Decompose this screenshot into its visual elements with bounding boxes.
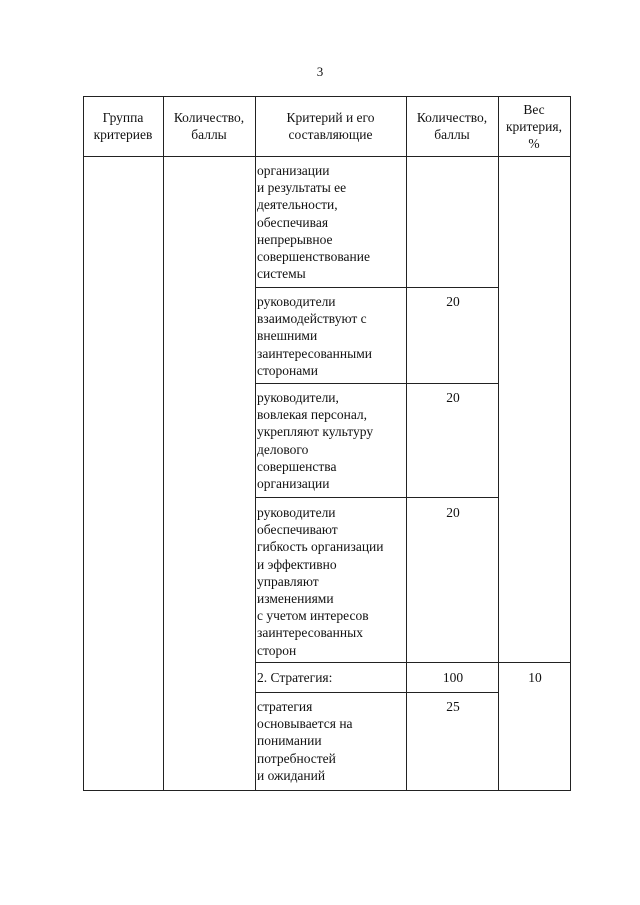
criterion-line: стратегия [257,699,313,714]
table-border-bottom [83,790,571,791]
criterion-line: основывается на [257,716,353,732]
table-row-criterion [257,698,407,784]
table-row-points: 25 [446,699,460,714]
header-criterion-line: Критерий и его [286,110,375,125]
header-bottom-rule [83,156,571,157]
criterion-line: гибкость организации [257,539,384,555]
criterion-line: сторонами [257,362,318,378]
table-row-criterion [257,162,407,282]
criterion-line: руководители, [257,390,339,405]
table-divider-2 [255,96,256,791]
table-border-left [83,96,84,791]
criterion-line: заинтересованных [257,625,363,641]
criterion-line: потребностей [257,750,336,766]
table-border-top [83,96,571,97]
criterion-line: управляют [257,573,319,589]
table-row-criterion [257,669,407,686]
header-criterion-line: составляющие [288,127,373,143]
criterion-line: и эффективно [257,556,337,572]
criterion-line: совершенства [257,458,337,474]
header-weight-line: % [528,136,540,152]
header-points-line: Количество, [173,110,245,125]
row-rule-3 [255,497,499,498]
criterion-line: организации [257,476,330,492]
header-points-2 [406,109,498,143]
criterion-line: деятельности, [257,197,338,213]
criterion-line: организации [257,163,330,178]
table-row-weight: 10 [528,670,542,685]
criterion-line: внешними [257,328,318,344]
criterion-line: укрепляют культуру [257,424,374,440]
table-row-criterion [257,504,407,659]
table-border-right [570,96,571,791]
table-divider-4 [498,96,499,791]
criterion-line: руководители [257,294,336,309]
criterion-line: обеспечивают [257,522,338,538]
header-points-line: Количество, [416,110,488,125]
row-rule-2 [255,383,499,384]
header-weight [498,101,570,153]
header-criterion [255,109,406,143]
table-row-points: 20 [446,390,460,405]
criterion-line: системы [257,266,306,282]
criterion-line: делового [257,441,309,457]
header-group-line: критериев [93,127,153,143]
criterion-line: заинтересованными [257,345,372,361]
row-rule-1 [255,287,499,288]
criterion-line: взаимодействуют с [257,311,367,327]
criterion-line: 2. Стратегия: [257,670,333,685]
table-row-points: 20 [446,294,460,309]
criterion-line: с учетом интересов [257,608,369,624]
header-points-1 [163,109,255,143]
page-number: 3 [316,64,324,79]
criterion-line: вовлекая персонал, [257,407,368,423]
criterion-line: совершенствование [257,249,370,265]
criterion-line: изменениями [257,591,334,607]
criterion-line: руководители [257,505,336,520]
header-points-line: баллы [191,127,227,143]
table-row-points: 100 [442,670,464,685]
table-divider-1 [163,96,164,791]
header-group [83,109,163,143]
table-row-criterion [257,293,407,379]
row-rule-4 [255,662,571,663]
header-points-line: баллы [434,127,470,143]
criteria-table [83,96,571,791]
header-group-line: Группа [102,110,144,125]
table-row-points: 20 [446,505,460,520]
table-row-criterion [257,389,407,492]
header-weight-line: критерия, [506,119,562,135]
criterion-line: и результаты ее [257,180,347,196]
criterion-line: обеспечивая [257,214,329,230]
criterion-line: сторон [257,642,297,658]
header-weight-line: Вес [523,102,545,117]
criterion-line: непрерывное [257,231,333,247]
row-rule-5 [255,692,499,693]
criterion-line: понимании [257,733,322,749]
criterion-line: и ожиданий [257,767,326,783]
